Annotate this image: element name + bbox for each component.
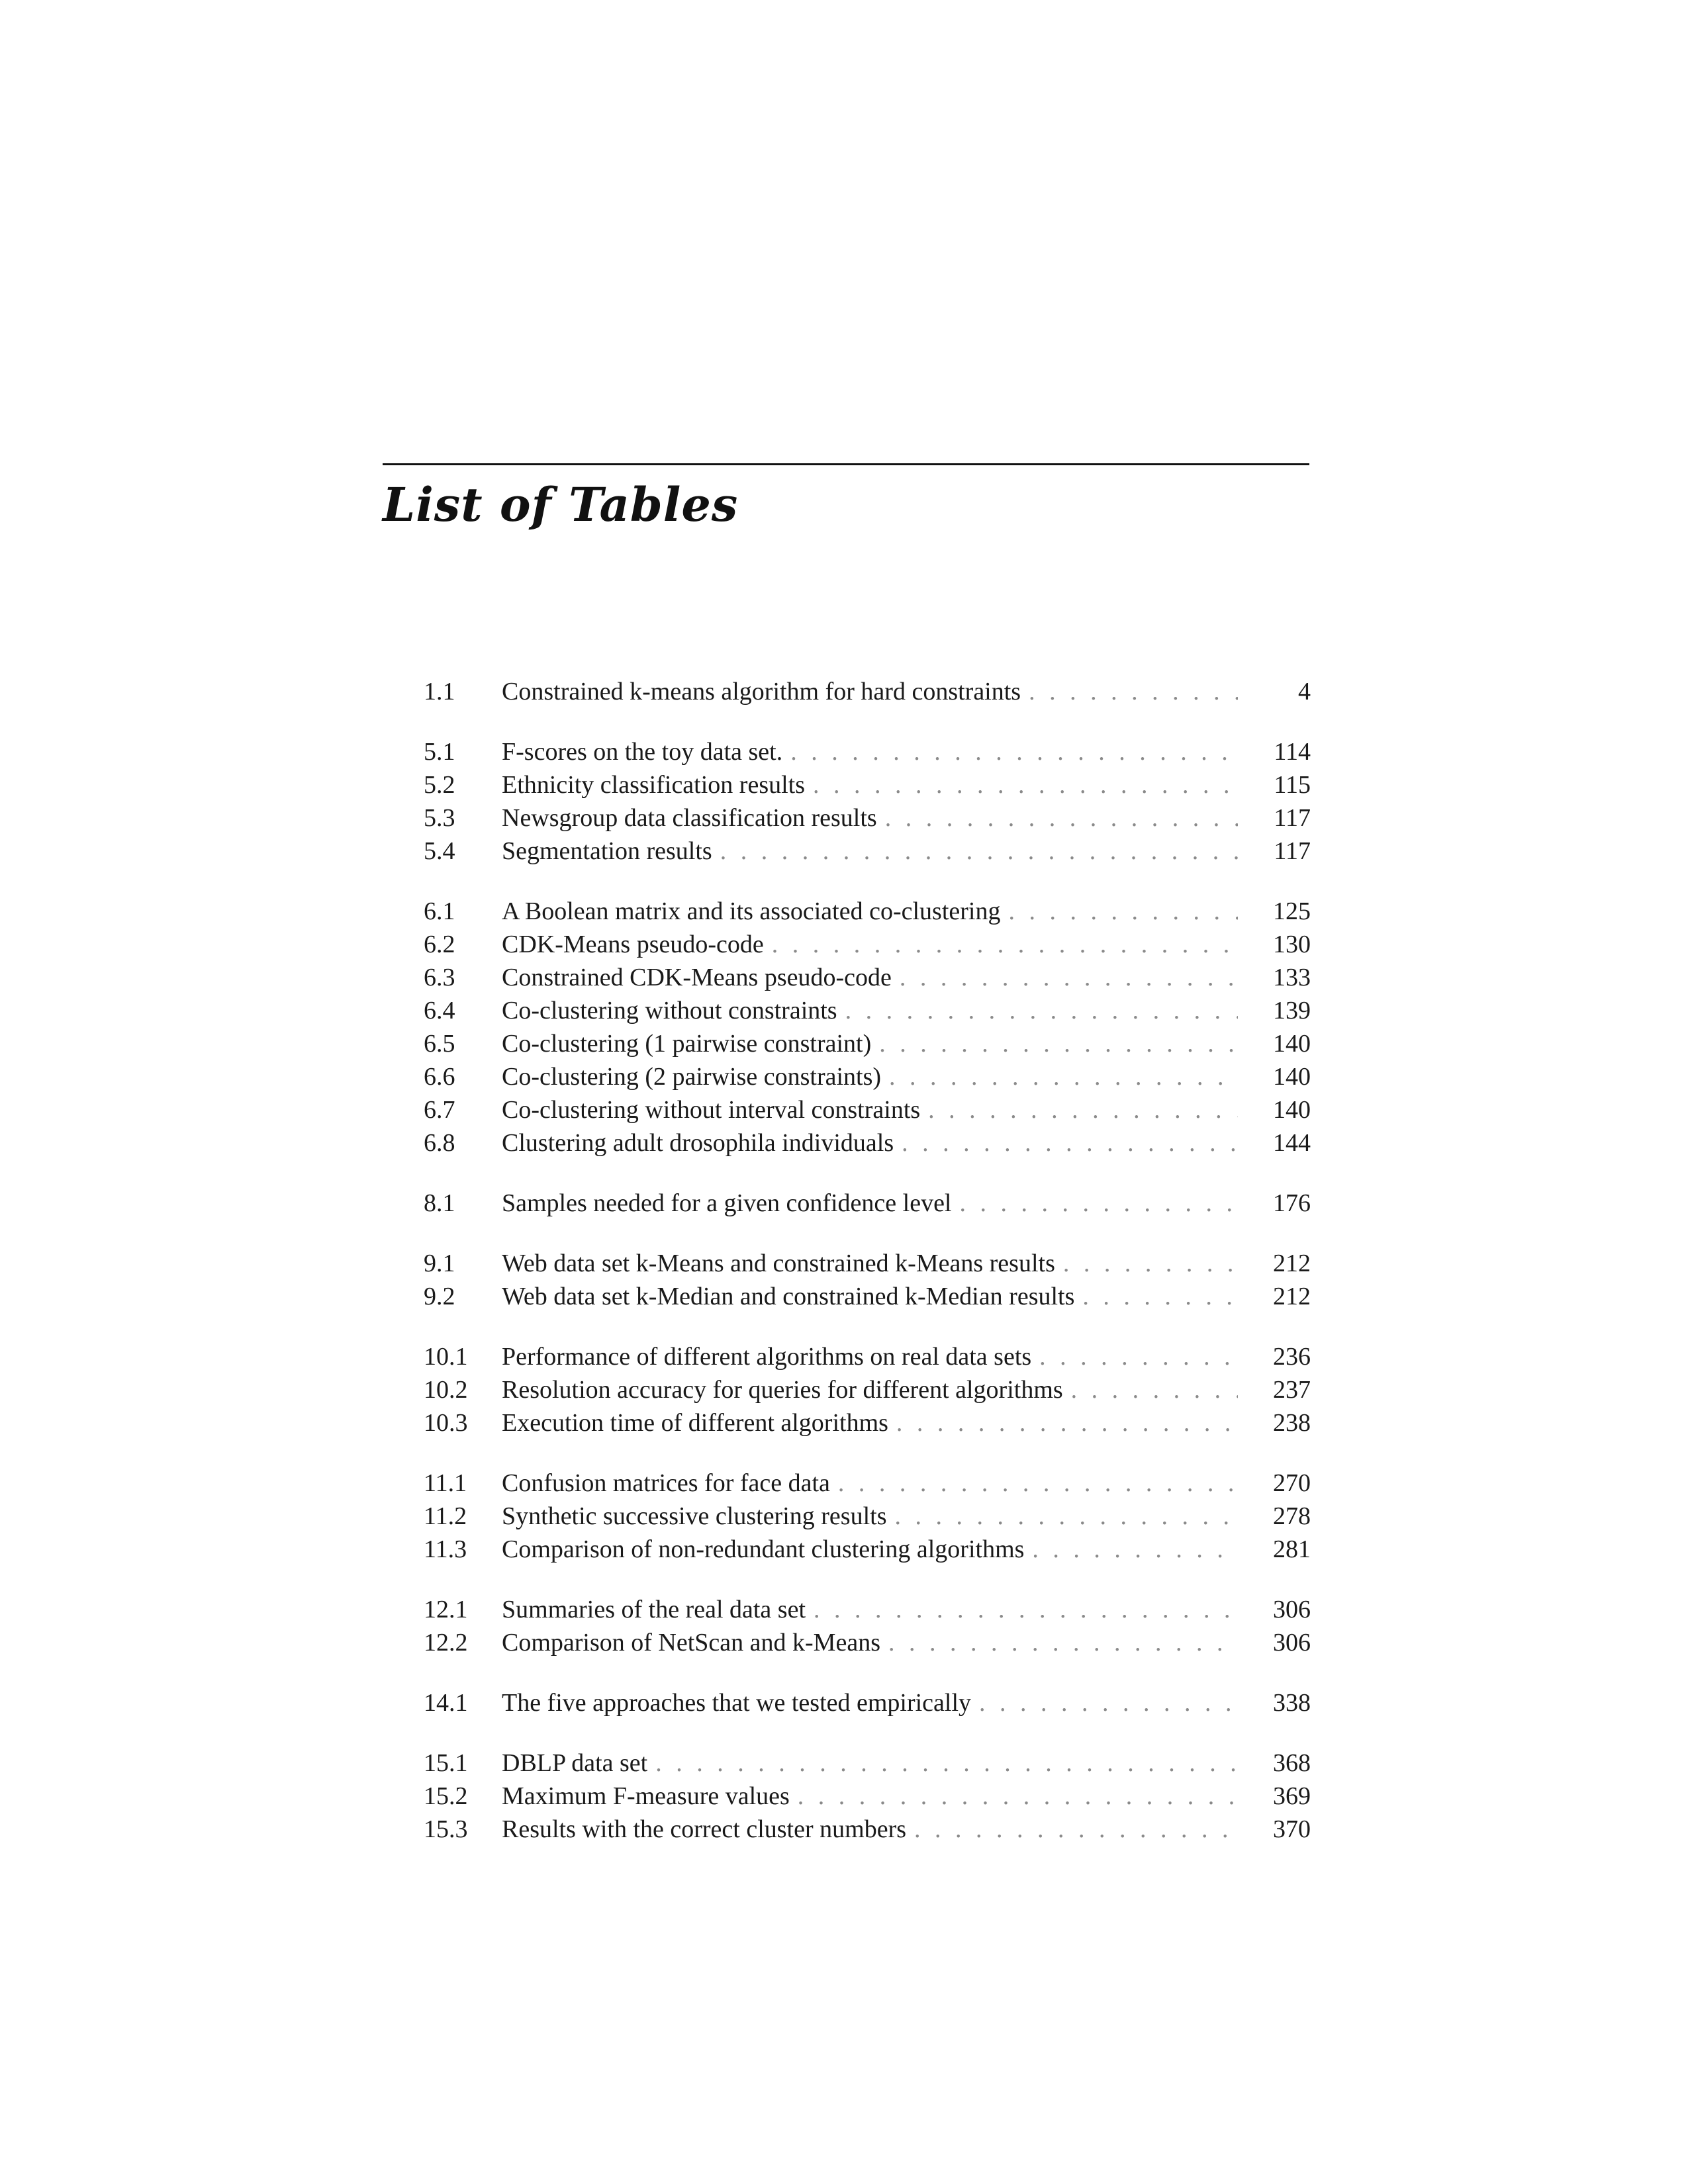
toc-entry[interactable] [424,835,1311,868]
table-caption: Web data set k-Median and constrained k-Median results [502,1283,1075,1310]
table-number: 6.1 [424,897,455,925]
page-number: 212 [1273,1283,1311,1310]
table-number: 6.6 [424,1063,455,1091]
dot-leader [894,1126,1238,1160]
toc-group [424,1467,1311,1566]
dot-leader [647,1747,1238,1780]
toc-entry[interactable] [424,1280,1311,1313]
toc-entry[interactable] [424,1626,1311,1659]
page-number: 237 [1273,1376,1311,1404]
dot-leader [906,1813,1238,1846]
page-number: 117 [1274,837,1311,865]
list-of-tables [424,675,1311,1873]
page-number: 306 [1273,1629,1311,1657]
page-number: 140 [1273,1063,1311,1091]
table-caption: Samples needed for a given confidence level [502,1189,952,1217]
page-number: 306 [1273,1596,1311,1623]
table-number: 9.2 [424,1283,455,1310]
page-number: 117 [1274,804,1311,832]
toc-entry[interactable] [424,675,1311,708]
table-caption: Co-clustering (2 pairwise constraints) [502,1063,882,1091]
dot-leader [806,1593,1238,1626]
table-number: 11.3 [424,1535,467,1563]
dot-leader [880,1626,1238,1659]
toc-group [424,1187,1311,1220]
table-number: 12.2 [424,1629,468,1657]
page-number: 144 [1273,1129,1311,1157]
page-number: 212 [1273,1250,1311,1277]
page-number: 140 [1273,1096,1311,1124]
table-caption: CDK-Means pseudo-code [502,931,764,958]
page-number: 281 [1273,1535,1311,1563]
toc-entry[interactable] [424,1747,1311,1780]
table-caption: Execution time of different algorithms [502,1409,888,1437]
dot-leader [764,928,1238,961]
toc-entry[interactable] [424,1340,1311,1373]
table-number: 10.1 [424,1343,468,1371]
dot-leader [1024,1533,1238,1566]
table-number: 1.1 [424,678,455,705]
table-number: 15.2 [424,1782,468,1810]
table-caption: The five approaches that we tested empirically [502,1689,972,1717]
toc-entry[interactable] [424,961,1311,994]
page-number: 370 [1273,1815,1311,1843]
table-caption: Constrained k-means algorithm for hard constraints [502,678,1021,705]
toc-entry[interactable] [424,1126,1311,1160]
page-number: 133 [1273,964,1311,991]
page-title: List of Tables [383,477,739,532]
dot-leader [1031,1340,1238,1373]
table-number: 6.8 [424,1129,455,1157]
dot-leader [790,1780,1238,1813]
dot-leader [837,994,1238,1027]
table-caption: Comparison of non-redundant clustering algorithms [502,1535,1025,1563]
toc-entry[interactable] [424,1533,1311,1566]
table-number: 15.3 [424,1815,468,1843]
table-caption: Maximum F-measure values [502,1782,790,1810]
dot-leader [871,1027,1238,1060]
table-caption: F-scores on the toy data set. [502,738,783,766]
page-number: 4 [1298,678,1311,705]
dot-leader [887,1500,1239,1533]
dot-leader [952,1187,1239,1220]
table-number: 6.4 [424,997,455,1024]
table-caption: Ethnicity classification results [502,771,806,799]
table-number: 14.1 [424,1689,468,1717]
table-caption: Summaries of the real data set [502,1596,806,1623]
toc-entry[interactable] [424,1093,1311,1126]
table-caption: Comparison of NetScan and k-Means [502,1629,880,1657]
table-number: 8.1 [424,1189,455,1217]
toc-entry[interactable] [424,735,1311,768]
table-number: 5.2 [424,771,455,799]
table-number: 9.1 [424,1250,455,1277]
page-number: 278 [1273,1502,1311,1530]
dot-leader [712,835,1238,868]
table-number: 5.1 [424,738,455,766]
page-number: 114 [1274,738,1311,766]
dot-leader [1074,1280,1238,1313]
page-number: 130 [1273,931,1311,958]
toc-group [424,1247,1311,1313]
toc-group [424,1593,1311,1659]
table-caption: A Boolean matrix and its associated co-clustering [502,897,1001,925]
toc-group [424,1747,1311,1846]
table-caption: Synthetic successive clustering results [502,1502,887,1530]
page-number: 140 [1273,1030,1311,1058]
table-number: 11.1 [424,1469,467,1497]
table-caption: Constrained CDK-Means pseudo-code [502,964,892,991]
toc-entry[interactable] [424,1247,1311,1280]
dot-leader [1000,895,1238,928]
toc-group [424,1340,1311,1439]
toc-entry[interactable] [424,1027,1311,1060]
toc-entry[interactable] [424,1060,1311,1093]
table-caption: Co-clustering without constraints [502,997,837,1024]
toc-group [424,675,1311,708]
table-number: 5.4 [424,837,455,865]
table-number: 6.2 [424,931,455,958]
dot-leader [920,1093,1238,1126]
table-caption: Resolution accuracy for queries for different algorithms [502,1376,1063,1404]
page-number: 139 [1273,997,1311,1024]
page-number: 236 [1273,1343,1311,1371]
toc-entry[interactable] [424,1373,1311,1406]
toc-entry[interactable] [424,1813,1311,1846]
toc-entry[interactable] [424,1593,1311,1626]
table-caption: Clustering adult drosophila individuals [502,1129,894,1157]
table-caption: Web data set k-Means and constrained k-Means results [502,1250,1055,1277]
table-caption: Newsgroup data classification results [502,804,877,832]
toc-entry[interactable] [424,1686,1311,1719]
dot-leader [1021,675,1238,708]
dot-leader [805,768,1238,801]
toc-entry[interactable] [424,895,1311,928]
table-caption: Confusion matrices for face data [502,1469,830,1497]
dot-leader [830,1467,1238,1500]
toc-entry[interactable] [424,1500,1311,1533]
toc-group [424,895,1311,1160]
page-number: 270 [1273,1469,1311,1497]
table-number: 10.2 [424,1376,468,1404]
table-caption: Co-clustering (1 pairwise constraint) [502,1030,872,1058]
table-number: 6.3 [424,964,455,991]
dot-leader [881,1060,1238,1093]
table-number: 12.1 [424,1596,468,1623]
table-caption: Performance of different algorithms on real data sets [502,1343,1032,1371]
dot-leader [1055,1247,1238,1280]
table-caption: Results with the correct cluster numbers [502,1815,907,1843]
toc-entry[interactable] [424,1187,1311,1220]
table-caption: DBLP data set [502,1749,648,1777]
toc-group [424,735,1311,868]
dot-leader [892,961,1238,994]
dot-leader [888,1406,1238,1439]
page-number: 369 [1273,1782,1311,1810]
table-number: 5.3 [424,804,455,832]
page-number: 338 [1273,1689,1311,1717]
toc-entry[interactable] [424,801,1311,835]
toc-entry[interactable] [424,1467,1311,1500]
page-number: 115 [1274,771,1311,799]
page-number: 368 [1273,1749,1311,1777]
table-caption: Co-clustering without interval constraints [502,1096,921,1124]
toc-group [424,1686,1311,1719]
toc-entry[interactable] [424,768,1311,801]
toc-entry[interactable] [424,994,1311,1027]
page-number: 238 [1273,1409,1311,1437]
page-number: 176 [1273,1189,1311,1217]
toc-entry[interactable] [424,928,1311,961]
dot-leader [782,735,1238,768]
page-number: 125 [1273,897,1311,925]
table-number: 11.2 [424,1502,467,1530]
toc-entry[interactable] [424,1780,1311,1813]
dot-leader [971,1686,1238,1719]
table-number: 6.5 [424,1030,455,1058]
table-number: 6.7 [424,1096,455,1124]
toc-entry[interactable] [424,1406,1311,1439]
table-caption: Segmentation results [502,837,712,865]
table-number: 15.1 [424,1749,468,1777]
dot-leader [877,801,1238,835]
dot-leader [1063,1373,1238,1406]
title-rule [383,463,1309,465]
table-number: 10.3 [424,1409,468,1437]
